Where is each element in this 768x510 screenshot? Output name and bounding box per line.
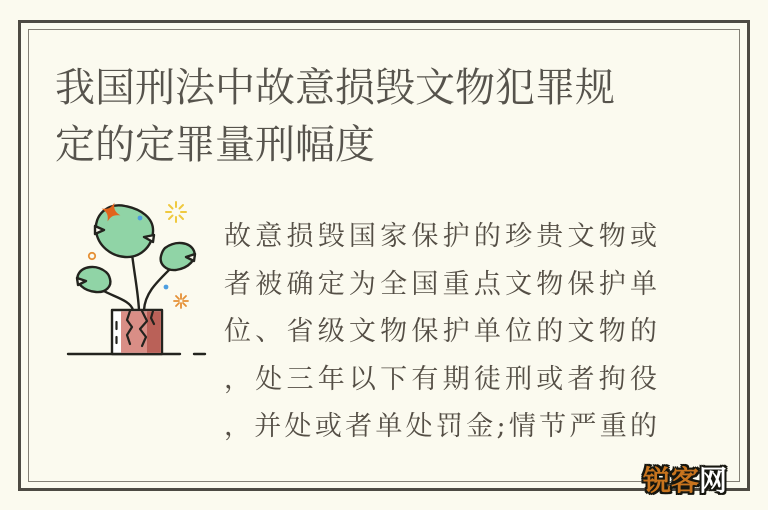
potted-plant-illustration <box>62 190 222 360</box>
plant-stems <box>102 254 170 310</box>
watermark-logo <box>643 459 727 499</box>
watermark-text-secondary: 网 <box>699 465 728 496</box>
article-line: 位、省级文物保护单位的文物的 <box>224 316 657 347</box>
article-title: 我国刑法中故意损毁文物犯罪规定的定罪量刑幅度 <box>55 66 615 167</box>
potted-plant-icon <box>62 190 222 360</box>
ring-icon <box>89 253 95 259</box>
plant-pot <box>112 310 162 354</box>
sparkle-dot-icon <box>164 285 169 290</box>
article-body <box>224 213 657 451</box>
flower-asterisk-icon <box>174 294 188 308</box>
article-line: 者被确定为全国重点文物保护单 <box>224 268 657 300</box>
article-line: ，并处或者单处罚金;情节严重的 <box>224 411 657 442</box>
sparkle-dot-icon <box>138 216 143 221</box>
sunburst-icon <box>166 202 186 222</box>
watermark-text-primary: 锐客 <box>643 465 700 496</box>
article-line: 故意损毁国家保护的珍贵文物或 <box>224 221 657 252</box>
article-line: ，处三年以下有期徒刑或者拘役 <box>224 363 657 395</box>
